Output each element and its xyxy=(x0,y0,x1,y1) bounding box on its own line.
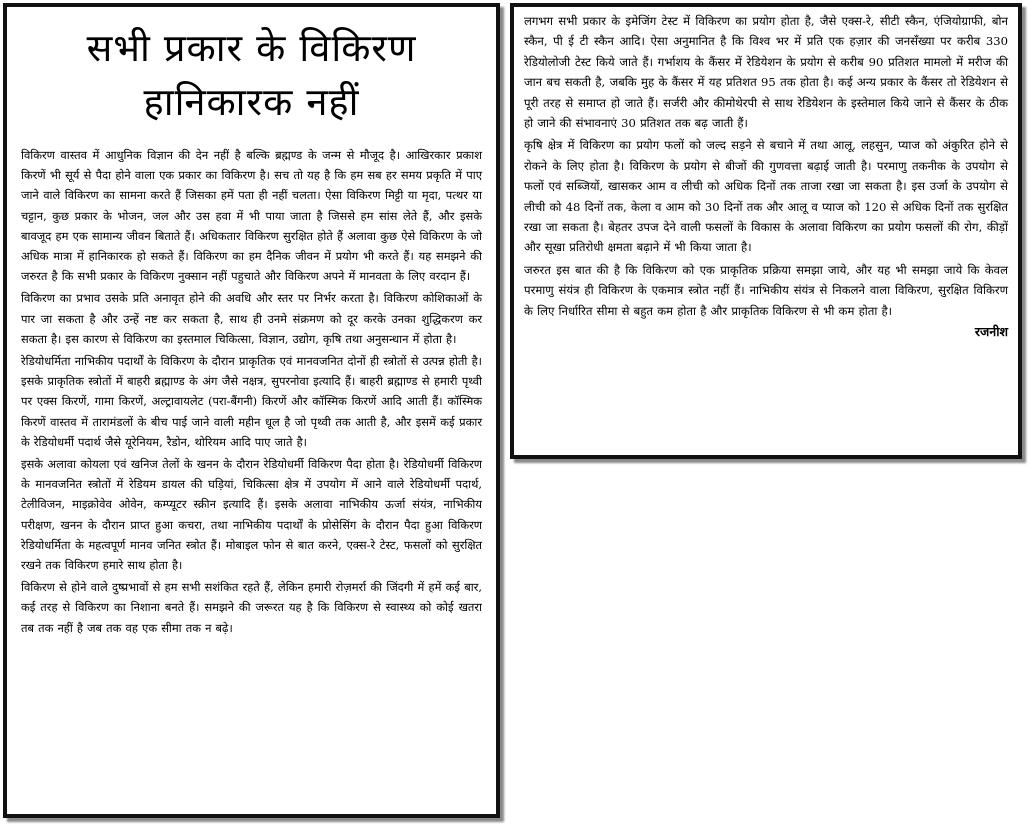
title-line-1: सभी प्रकार के विकिरण xyxy=(86,26,417,70)
right-paragraph-3: जरुरत इस बात की है कि विकिरण को एक प्राकृतिक प्रक्रिया समझा जाये, और यह भी समझा जाये कि केवल परमाणु संयंत्र ही विकिरण के एकमात्र स्त्रोत नहीं हैं। नाभिकीय संयंत्र से निकलने वाला विकिरण, सुरक्षित विकिरण के लिए निर्धारित सीमा से बहुत कम होता है और प्राकृतिक विकिरण से भी कम होता है। xyxy=(524,262,1008,318)
right-paragraph-1: लगभग सभी प्रकार के इमेजिंग टेस्ट में विकिरण का प्रयोग होता है, जैसे एक्स-रे, सीटी स्कैन, एंजियोग्राफी, बोन स्कैन, पी ई टी स्कैन आदि। ऐसा अनुमानित है कि विश्व भर में प्रति एक हज़ार की जनसँख्या पर करीब 330 रेडियोलोजी टेस्ट किये जाते हैं। गर्भाशय के कैंसर में रेडियेशन के प्रयोग से करीब 90 प्रतिशत मामलो में मरीज की जान बच सकती है, जबकि मुह के कैंसर में यह प्रतिशत 95 तक होता है। कई अन्य प्रकार के कैंसर तो रेडियेशन से पूरी तरह से समाप्त हो जाते हैं। सर्जरी और कीमोथेरपी से साथ रेडियेशन के इस्तेमाल किये जाने से कैंसर के ठीक हो जाने की संभावनाएं 30 प्रतिशत तक बढ़ जाती हैं। xyxy=(524,14,1008,131)
left-paragraph-4: इसके अलावा कोयला एवं खनिज तेलों के खनन के दौरान रेडियोधर्मी विकिरण पैदा होता है। रेडियोधर्मी विकिरण के मानवजनित स्त्रोतों में रेडियम डायल की घड़ियां, चिकित्सा क्षेत्र में उपयोग में आने वाले रेडियोधर्मी पदार्थ, टेलीविजन, माइक्रोवेव ओवेन, कम्प्यूटर स्क्रीन इत्यादि हैं। इसके अलावा नाभिकीय ऊर्जा संयंत्र, नाभिकीय परीक्षण, खनन के दौरान प्राप्त हुआ कचरा, तथा नाभिकीय पदार्थों के प्रोसेसिंग के दौरान पैदा हुआ विकिरण रेडियोधर्मिता के महत्वपूर्ण मानव जनित स्त्रोत हैं। मोबाइल फोन से बात करने, एक्स-रे टेस्ट, फसलों को सुरक्षित रखने तक विकिरण हमारे साथ होता है। xyxy=(21,457,482,573)
right-paragraph-2: कृषि क्षेत्र में विकिरण का प्रयोग फलों को जल्द सड़ने से बचाने में तथा आलू, लहसुन, प्याज को अंकुरित होने से रोकने के लिए होता है। विकिरण के प्रयोग से बीजों की गुणवत्ता बढ़ाई जाती है। परमाणु तकनीक के उपयोग से फलों एवं सब्जियों, खासकर आम व लीची को अधिक दिनों तक ताजा रखा जा सकता है। इस उर्जा के उपयोग से लीची को 48 दिनों तक, केला व आम को 30 दिनों तक और आलू व प्याज को 120 से अधिक दिनों तक सुरक्षित रखा जा सकता है। बेहतर उपज देने वाली फसलों के विकास के अलावा विकिरण का प्रयोग फसलों की रोग, कीड़ों और सूखा प्रतिरोधी क्षमता बढ़ाने में भी किया जाता है। xyxy=(524,138,1008,255)
left-paragraph-1: विकिरण वास्तव में आधुनिक विज्ञान की देन नहीं है बल्कि ब्रह्मण्ड के जन्म से मौजूद है। आखिरकार प्रकाश किरणें भी सूर्य से पैदा होने वाला एक प्रकार का विकिरण है। सच तो यह है कि हम सब हर समय प्रकृति में पाए जाने वाले विकिरण का सामना करते हैं जिसका हमें पता ही नहीं चलता। ऐसा विकिरण मिट्टी या मृदा, पत्थर या चट्टान, कुछ प्रकार के भोजन, जल और उस हवा में भी पाया जाता है जिससे हम सांस लेते हैं, और इसके बावजूद हम एक सामान्य जीवन बिताते हैं। अधिकतार विकिरण सुरक्षित होते हैं अलावा कुछ ऐसे विकिरण के जो अधिक मात्रा में हानिकारक हो सकते हैं। विकिरण का हम दैनिक जीवन में प्रयोग भी करते हैं। यह समझने की जरुरत है कि सभी प्रकार के विकिरण नुक्सान नहीं पहुचाते और विकिरण अपने में मानवता के लिए वरदान हैं। xyxy=(21,148,482,284)
article-title xyxy=(21,21,482,129)
left-paragraph-2: विकिरण का प्रभाव उसके प्रति अनावृत होने की अवधि और स्तर पर निर्भर करता है। विकिरण कोशिकाओं के पार जा सकता है और उन्हें नष्ट कर सकता है, साथ ही उनमे संक्रमण को दूर करके उनका शुद्धिकरण कर सकता है। इस कारण से विकिरण का इस्तमाल चिकित्सा, विज्ञान, उद्योग, कृषि तथा अनुसन्धान में होता है। xyxy=(21,291,482,346)
title-line-2: हानिकारक नहीं xyxy=(143,80,360,124)
author-name: रजनीश xyxy=(974,324,1008,340)
left-paragraph-3: रेडियोधर्मिता नाभिकीय पदार्थों के विकिरण के दौरान प्राकृतिक एवं मानवजनित दोनों ही स्त्रोतों से उत्पन्न होती है। इसके प्राकृतिक स्त्रोतों में बाहरी ब्रह्माण्ड के अंग जैसे नक्षत्र, सुपरनोवा इत्यादि हैं। बाहरी ब्रह्माण्ड से हमारी पृथ्वी पर एक्स किरणें, गामा किरणें, अल्ट्रावायलेट (परा-बैंगनी) किरणें और कॉस्मिक किरणें आदि आती हैं। कॉस्मिक किरणें वास्तव में तारामंडलों के बीच पाई जाने वाली महीन धूल है जो पृथ्वी तक आती है, और इसमें कई प्रकार के रेडियोधर्मी पदार्थ जैसे यूरेनियम, रैडोन, थोरियम आदि पाए जाते है। xyxy=(21,354,482,449)
article-right-column xyxy=(510,3,1022,459)
left-paragraph-5: विकिरण से होने वाले दुष्प्रभावों से हम सभी सशंकित रहते हैं, लेकिन हमारी रोज़मर्रा की जिंदगी में हमें कई बार, कई तरह से विकिरण का निशाना बनते हैं। समझने की जरूरत यह है कि विकिरण से स्वास्थ्य को कोई खतरा तब तक नहीं है जब तक वह एक सीमा तक न बढ़े। xyxy=(21,580,482,635)
article-left-column xyxy=(3,3,500,818)
